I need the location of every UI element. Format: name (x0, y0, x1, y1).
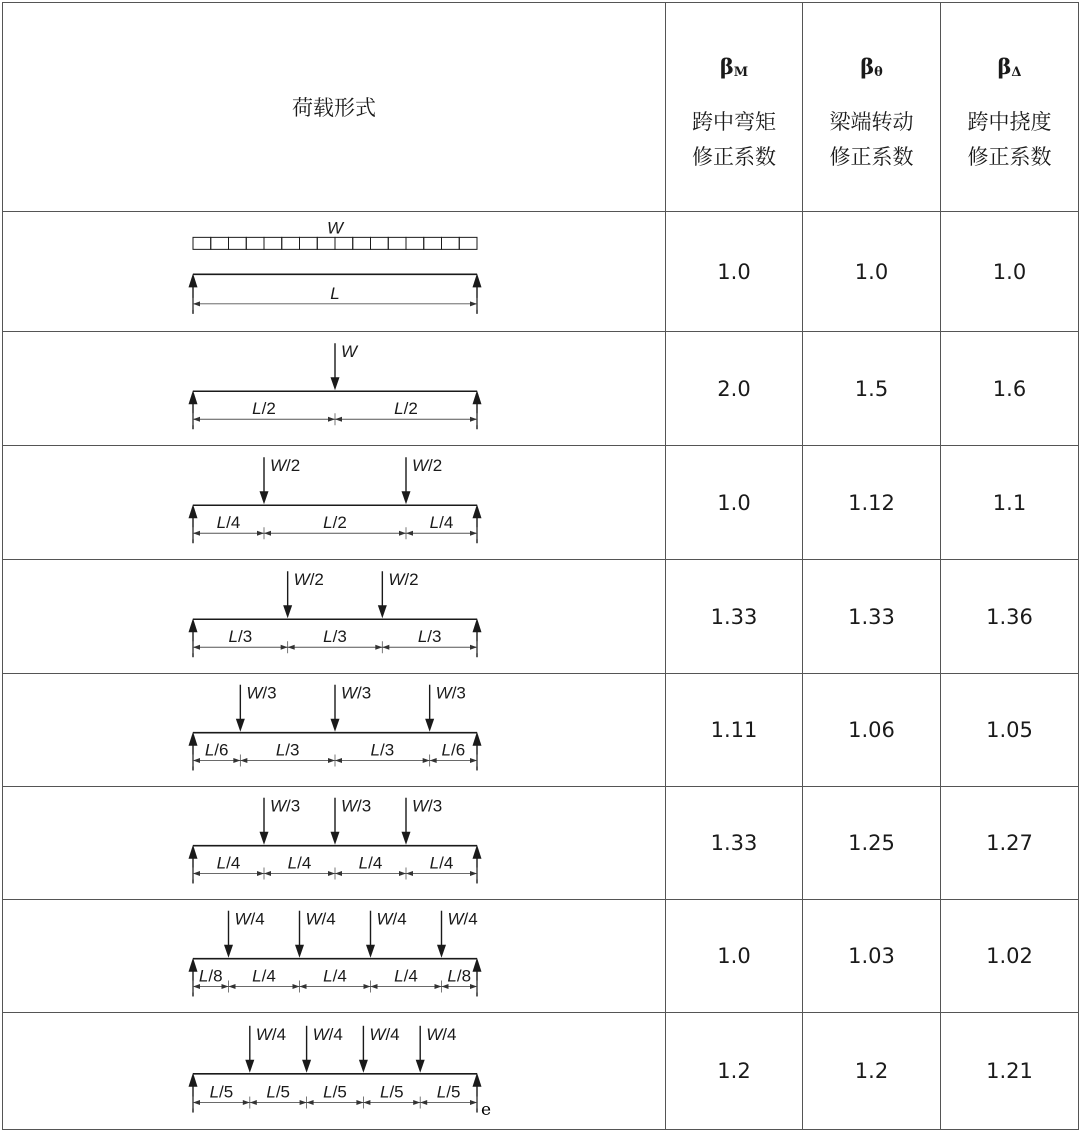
deflection-coef-line1: 跨中挠度 (967, 109, 1052, 134)
load-label: W (341, 341, 358, 361)
span-label: L/3 (275, 739, 300, 759)
dimension-arrow (375, 644, 382, 649)
load-label: W/3 (435, 683, 466, 703)
load-arrow-head (366, 944, 375, 957)
span-label: L/4 (287, 852, 312, 872)
load-label: W/3 (341, 683, 372, 703)
rotation-coef-value: 1.5 (803, 332, 941, 446)
deflection-coef-value: 1.0 (941, 212, 1079, 332)
beam-diagram-svg (3, 675, 664, 786)
load-diagram (3, 675, 665, 786)
load-diagram-cell (3, 332, 666, 446)
span-label: L/5 (266, 1082, 291, 1102)
moment-coef-value: 1.0 (666, 900, 803, 1013)
moment-coef-header (666, 3, 803, 212)
table-row (3, 1013, 1079, 1130)
beta-delta-symbol: $\beta_\Delta$ (997, 53, 1022, 80)
rotation-coef-value: 1.2 (803, 1013, 941, 1130)
beam-diagram-svg (3, 788, 664, 899)
moment-coef-value: 2.0 (666, 332, 803, 446)
table-row (3, 332, 1079, 446)
span-label: L (330, 283, 340, 303)
rotation-coef-value: 1.06 (803, 674, 941, 787)
udl-block (211, 237, 229, 249)
table-row (3, 212, 1079, 332)
right-support-arrow (473, 273, 482, 287)
dimension-arrow (240, 757, 247, 762)
span-label: L/3 (323, 626, 347, 646)
deflection-coef-value: 1.05 (941, 674, 1079, 787)
udl-block (300, 237, 318, 249)
dimension-arrow (371, 983, 378, 988)
dimension-arrow (335, 870, 342, 875)
load-label: W/4 (447, 909, 478, 929)
load-arrow-head (260, 831, 269, 844)
load-arrow-head (331, 718, 340, 731)
dimension-arrow (288, 644, 295, 649)
load-label: W/2 (412, 455, 443, 475)
load-form-header: 荷载形式 (3, 3, 666, 212)
left-support-arrow (189, 1072, 198, 1086)
dimension-arrow (363, 1100, 370, 1105)
load-arrow-head (236, 718, 245, 731)
span-label: L/4 (358, 852, 383, 872)
dimension-arrow (293, 983, 300, 988)
table-row (3, 900, 1079, 1013)
udl-block (371, 237, 389, 249)
deflection-coef-line2: 修正系数 (967, 144, 1052, 169)
load-label: W/2 (270, 455, 301, 475)
dimension-arrow (193, 1100, 200, 1105)
beta-theta-symbol: $\beta_\theta$ (860, 53, 883, 80)
rotation-coef-line2: 修正系数 (829, 144, 914, 169)
span-label: L/4 (394, 965, 418, 985)
load-label: W/4 (305, 909, 336, 929)
dimension-arrow (257, 530, 264, 535)
load-arrow-head (437, 944, 446, 957)
load-label: W/4 (376, 909, 407, 929)
load-diagram-cell (3, 900, 666, 1013)
load-arrow-head (224, 944, 233, 957)
moment-coef-value: 1.2 (666, 1013, 803, 1130)
beam-diagram-svg (3, 1014, 664, 1129)
udl-block (353, 237, 371, 249)
moment-coef-value: 1.33 (666, 787, 803, 900)
span-label: L/6 (441, 739, 466, 759)
load-diagram (3, 1014, 665, 1129)
rotation-coef-value: 1.25 (803, 787, 941, 900)
udl-block (335, 237, 353, 249)
span-label: L/5 (436, 1082, 461, 1102)
dimension-arrow (423, 757, 430, 762)
load-arrow-head (331, 377, 340, 390)
load-label: W/3 (341, 796, 372, 816)
left-support-arrow (189, 390, 198, 404)
load-label: W/4 (234, 909, 265, 929)
beam-diagram-svg (3, 447, 664, 559)
dimension-arrow (281, 644, 288, 649)
right-support-arrow (473, 1072, 482, 1086)
left-support-arrow (189, 844, 198, 858)
span-label: L/4 (429, 852, 454, 872)
dimension-arrow (382, 644, 389, 649)
load-diagram (3, 561, 665, 673)
load-diagram (3, 447, 665, 559)
moment-coef-value: 1.0 (666, 446, 803, 560)
rotation-coef-value: 1.0 (803, 212, 941, 332)
udl-block (388, 237, 406, 249)
rotation-coef-value: 1.33 (803, 560, 941, 674)
table-row (3, 674, 1079, 787)
right-support-arrow (473, 731, 482, 745)
load-diagram (3, 901, 665, 1012)
udl-block (193, 237, 211, 249)
load-arrow-head (260, 491, 269, 504)
dimension-arrow (193, 530, 200, 535)
load-label: W/2 (388, 569, 419, 589)
dimension-arrow (335, 416, 342, 421)
load-arrow-head (416, 1059, 425, 1072)
udl-block (264, 237, 282, 249)
udl-block (424, 237, 442, 249)
deflection-coef-value: 1.6 (941, 332, 1079, 446)
beam-diagram-svg (3, 333, 664, 445)
span-label: L/5 (323, 1082, 347, 1102)
corner-mark: e (481, 1100, 492, 1120)
dimension-arrow (470, 644, 477, 649)
dimension-arrow (300, 1100, 307, 1105)
span-label: L/5 (379, 1082, 404, 1102)
moment-coef-value: 1.33 (666, 560, 803, 674)
load-arrow-head (302, 1059, 311, 1072)
load-diagram-cell (3, 446, 666, 560)
load-arrow-head (331, 831, 340, 844)
dimension-arrow (250, 1100, 257, 1105)
load-diagram-cell (3, 560, 666, 674)
left-support-arrow (189, 618, 198, 632)
span-label: L/8 (198, 965, 223, 985)
moment-coef-line2: 修正系数 (692, 144, 776, 169)
load-arrow-head (402, 491, 411, 504)
left-support-arrow (189, 731, 198, 745)
load-arrow-head (283, 605, 292, 618)
deflection-coef-value: 1.36 (941, 560, 1079, 674)
span-label: L/2 (252, 398, 276, 418)
dimension-arrow (406, 530, 413, 535)
dimension-arrow (356, 1100, 363, 1105)
dimension-arrow (264, 530, 271, 535)
right-support-arrow (473, 957, 482, 971)
rotation-coef-line1: 梁端转动 (829, 109, 914, 134)
dimension-arrow (470, 1100, 477, 1105)
dimension-arrow (470, 301, 477, 306)
dimension-arrow (257, 870, 264, 875)
span-label: L/4 (323, 965, 347, 985)
dimension-arrow (399, 870, 406, 875)
span-label: L/8 (447, 965, 472, 985)
load-diagram-cell (3, 674, 666, 787)
dimension-arrow (470, 870, 477, 875)
load-arrow-head (378, 605, 387, 618)
dimension-arrow (193, 644, 200, 649)
coefficient-table (2, 2, 1079, 1130)
header-row (3, 3, 1079, 212)
dimension-arrow (413, 1100, 420, 1105)
rotation-coef-header (803, 3, 941, 212)
rotation-coef-value: 1.12 (803, 446, 941, 560)
dimension-arrow (193, 757, 200, 762)
load-diagram (3, 788, 665, 899)
span-label: L/4 (216, 512, 241, 532)
right-support-arrow (473, 390, 482, 404)
span-label: L/3 (228, 626, 253, 646)
span-label: L/5 (209, 1082, 234, 1102)
table-row (3, 446, 1079, 560)
load-arrow-head (425, 718, 434, 731)
moment-coef-value: 1.0 (666, 212, 803, 332)
load-diagram (3, 333, 665, 445)
beam-diagram-svg (3, 561, 664, 673)
load-label: W/4 (426, 1024, 457, 1044)
dimension-arrow (328, 870, 335, 875)
load-label: W/4 (312, 1024, 343, 1044)
rotation-coef-value: 1.03 (803, 900, 941, 1013)
span-label: L/3 (370, 739, 395, 759)
load-diagram-cell (3, 1013, 666, 1130)
span-label: L/4 (216, 852, 241, 872)
load-label: W (326, 217, 344, 237)
span-label: L/2 (323, 512, 347, 532)
dimension-arrow (328, 416, 335, 421)
load-label: W/4 (255, 1024, 287, 1044)
dimension-arrow (193, 416, 200, 421)
left-support-arrow (189, 504, 198, 518)
moment-coef-value: 1.11 (666, 674, 803, 787)
deflection-coef-value: 1.27 (941, 787, 1079, 900)
load-diagram-cell (3, 212, 666, 332)
beam-diagram-svg (3, 213, 664, 331)
table-row (3, 560, 1079, 674)
dimension-arrow (300, 983, 307, 988)
left-support-arrow (189, 957, 198, 971)
beta-m-symbol: $\beta_M$ (719, 53, 749, 80)
dimension-arrow (233, 757, 240, 762)
dimension-arrow (470, 530, 477, 535)
right-support-arrow (473, 504, 482, 518)
udl-block (317, 237, 335, 249)
dimension-arrow (470, 416, 477, 421)
load-label: W/3 (270, 796, 301, 816)
left-support-arrow (189, 273, 198, 287)
deflection-coef-value: 1.02 (941, 900, 1079, 1013)
span-label: L/4 (252, 965, 276, 985)
span-label: L/4 (429, 512, 454, 532)
udl-block (442, 237, 460, 249)
moment-coef-line1: 跨中弯矩 (692, 109, 776, 134)
load-arrow-head (402, 831, 411, 844)
load-diagram (3, 213, 665, 331)
udl-block (246, 237, 264, 249)
deflection-coef-value: 1.21 (941, 1013, 1079, 1130)
dimension-arrow (470, 757, 477, 762)
deflection-coef-header (941, 3, 1079, 212)
dimension-arrow (193, 870, 200, 875)
load-arrow-head (359, 1059, 368, 1072)
span-label: L/6 (204, 739, 229, 759)
beam-diagram-svg (3, 901, 664, 1012)
right-support-arrow (473, 618, 482, 632)
dimension-arrow (399, 530, 406, 535)
dimension-arrow (328, 757, 335, 762)
load-label: W/3 (246, 683, 277, 703)
udl-block (282, 237, 300, 249)
dimension-arrow (420, 1100, 427, 1105)
dimension-arrow (193, 301, 200, 306)
load-arrow-head (295, 944, 304, 957)
dimension-arrow (406, 870, 413, 875)
right-support-arrow (473, 844, 482, 858)
load-label: W/4 (369, 1024, 400, 1044)
load-label: W/3 (412, 796, 443, 816)
dimension-arrow (264, 870, 271, 875)
load-arrow-head (245, 1059, 254, 1072)
span-label: L/2 (394, 398, 418, 418)
dimension-arrow (229, 983, 236, 988)
load-diagram-cell (3, 787, 666, 900)
udl-block (406, 237, 424, 249)
span-label: L/3 (417, 626, 442, 646)
deflection-coef-value: 1.1 (941, 446, 1079, 560)
dimension-arrow (307, 1100, 314, 1105)
table-row (3, 787, 1079, 900)
dimension-arrow (364, 983, 371, 988)
udl-block (229, 237, 247, 249)
load-label: W/2 (293, 569, 324, 589)
dimension-arrow (335, 757, 342, 762)
dimension-arrow (430, 757, 437, 762)
dimension-arrow (435, 983, 442, 988)
dimension-arrow (243, 1100, 250, 1105)
udl-block (459, 237, 477, 249)
